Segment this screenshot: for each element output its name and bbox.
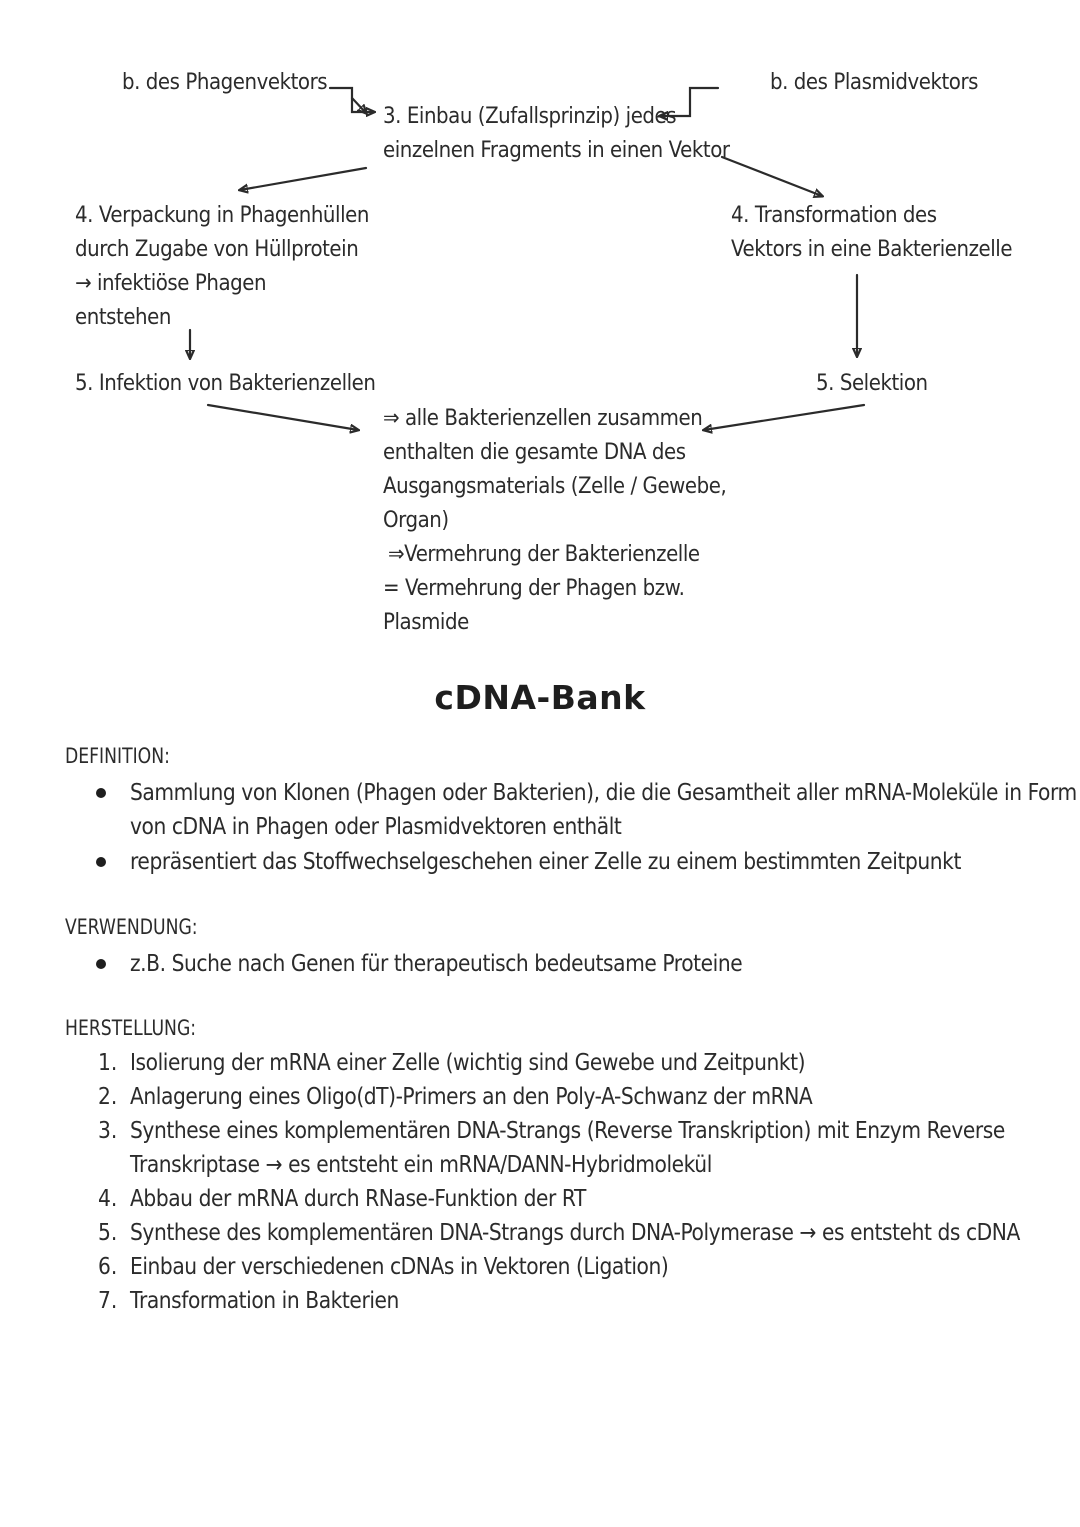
bullet [96, 857, 106, 867]
production-heading: HERSTELLUNG: [65, 1016, 197, 1040]
phage-step4-line4: entstehen [75, 305, 171, 330]
step-number: 3. [98, 1118, 118, 1144]
step3-line1: 3. Einbau (Zufallsprinzip) jedes [383, 104, 677, 129]
plasmid-step5: 5. Selektion [816, 371, 928, 396]
arrow-step3-to-phage4 [240, 168, 366, 190]
arrow-step3-to-plasmid4 [722, 157, 822, 196]
result-line5: ⇒Vermehrung der Bakterienzelle [388, 542, 700, 567]
step3-line2: einzelnen Fragments in einen Vektor [383, 138, 730, 163]
production-step-4: Abbau der mRNA durch RNase-Funktion der RT [130, 1186, 586, 1212]
phage-step4-line2: durch Zugabe von Hüllprotein [75, 237, 359, 262]
step-number: 6. [98, 1254, 118, 1280]
usage-heading: VERWENDUNG: [65, 915, 198, 939]
result-line2: enthalten die gesamte DNA des [383, 440, 686, 465]
result-line4: Organ) [383, 508, 449, 533]
definition-heading: DEFINITION: [65, 744, 170, 768]
plasmid-branch-label: b. des Plasmidvektors [770, 70, 979, 95]
phage-branch-label: b. des Phagenvektors [122, 70, 328, 95]
bullet [96, 788, 106, 798]
step-number: 1. [98, 1050, 118, 1076]
definition-item-1-line2: von cDNA in Phagen oder Plasmidvektoren enthält [130, 814, 622, 840]
arrow-phage5-to-result [208, 405, 358, 430]
production-step-6: Einbau der verschiedenen cDNAs in Vektoren (Ligation) [130, 1254, 669, 1280]
plasmid-step4-line2: Vektors in eine Bakterienzelle [731, 237, 1013, 262]
production-step-3-line1: Synthese eines komplementären DNA-Strangs (Reverse Transkription) mit Enzym Reverse [130, 1118, 1005, 1144]
result-line7: Plasmide [383, 610, 469, 635]
arrow-selection-to-result [704, 405, 864, 430]
phage-step4-line1: 4. Verpackung in Phagenhüllen [75, 203, 369, 228]
bullet [96, 959, 106, 969]
usage-item-1: z.B. Suche nach Genen für therapeutisch bedeutsame Proteine [130, 951, 743, 977]
result-line6: = Vermehrung der Phagen bzw. [383, 576, 685, 601]
production-step-5: Synthese des komplementären DNA-Strangs durch DNA-Polymerase → es entsteht ds cDNA [130, 1220, 1020, 1246]
phage-step4-line3: → infektiöse Phagen [75, 271, 267, 296]
production-step-3-line2: Transkriptase → es entsteht ein mRNA/DANN-Hybridmolekül [130, 1152, 712, 1178]
plasmid-step4-line1: 4. Transformation des [731, 203, 937, 228]
result-line1: ⇒ alle Bakterienzellen zusammen [383, 406, 703, 431]
step-number: 2. [98, 1084, 118, 1110]
step-number: 4. [98, 1186, 118, 1212]
phage-step5: 5. Infektion von Bakterienzellen [75, 371, 376, 396]
step-number: 7. [98, 1288, 118, 1314]
result-line3: Ausgangsmaterials (Zelle / Gewebe, [383, 474, 727, 499]
definition-item-2: repräsentiert das Stoffwechselgeschehen einer Zelle zu einem bestimmten Zeitpunkt [130, 849, 961, 875]
production-step-1: Isolierung der mRNA einer Zelle (wichtig sind Gewebe und Zeitpunkt) [130, 1050, 806, 1076]
page-title: cDNA-Bank [434, 678, 646, 717]
production-step-2: Anlagerung eines Oligo(dT)-Primers an den Poly-A-Schwanz der mRNA [130, 1084, 813, 1110]
production-step-7: Transformation in Bakterien [130, 1288, 399, 1314]
definition-item-1-line1: Sammlung von Klonen (Phagen oder Bakterien), die die Gesamtheit aller mRNA-Moleküle in Form [130, 780, 1077, 806]
arrow-phage-to-step3 [330, 88, 366, 113]
step-number: 5. [98, 1220, 118, 1246]
